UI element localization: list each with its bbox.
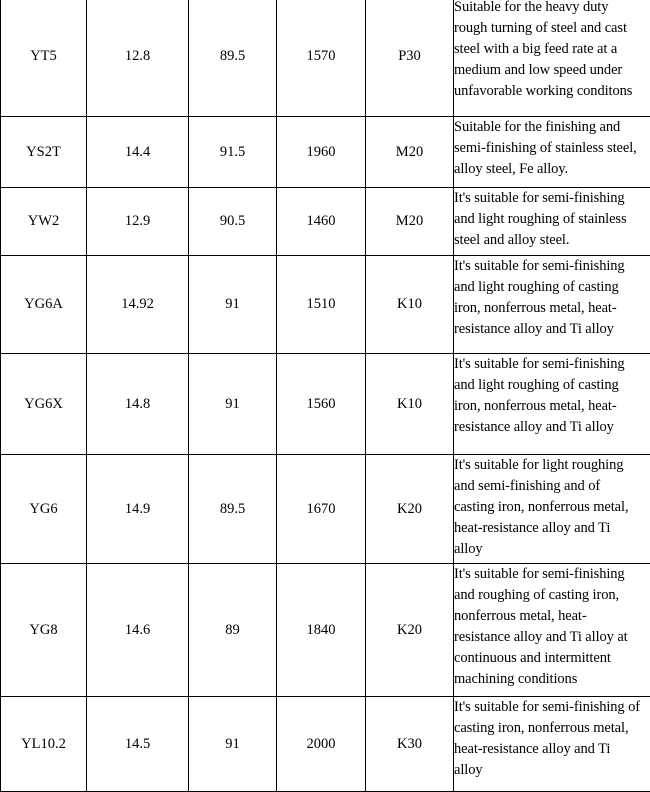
application-line: It's suitable for semi-finishing [454, 564, 650, 585]
hardness-cell: 90.5 [189, 188, 277, 256]
iso-class-cell: K30 [366, 697, 454, 792]
application-line: medium and low speed under [454, 60, 650, 81]
strength-cell: 1960 [277, 117, 366, 188]
application-line: casting iron, nonferrous metal, [454, 497, 650, 518]
application-line: and semi-finishing and of [454, 476, 650, 497]
strength-cell: 1670 [277, 455, 366, 564]
grade-cell: YS2T [1, 117, 87, 188]
grade-cell: YG6A [1, 256, 87, 354]
table-row [1, 455, 650, 564]
application-line: Suitable for the finishing and [454, 117, 650, 138]
application-cell [454, 697, 650, 792]
application-line: nonferrous metal, heat- [454, 606, 650, 627]
hardness-cell: 91 [189, 256, 277, 354]
strength-cell: 1510 [277, 256, 366, 354]
application-line: iron, nonferrous metal, heat- [454, 298, 650, 319]
hardness-cell: 91.5 [189, 117, 277, 188]
iso-class-cell: K10 [366, 256, 454, 354]
strength-cell: 1570 [277, 0, 366, 117]
application-line: steel with a big feed rate at a [454, 39, 650, 60]
strength-cell: 1840 [277, 564, 366, 697]
application-line: iron, nonferrous metal, heat- [454, 396, 650, 417]
density-cell: 12.9 [87, 188, 189, 256]
application-line: and light roughing of casting [454, 277, 650, 298]
table-row [1, 256, 650, 354]
hardness-cell: 89.5 [189, 455, 277, 564]
application-line: rough turning of steel and cast [454, 18, 650, 39]
application-line: steel and alloy steel. [454, 230, 650, 251]
application-line: resistance alloy and Ti alloy [454, 417, 650, 438]
table-row [1, 188, 650, 256]
application-line: alloy steel, Fe alloy. [454, 159, 650, 180]
density-cell: 12.8 [87, 0, 189, 117]
hardness-cell: 89 [189, 564, 277, 697]
density-cell: 14.8 [87, 354, 189, 455]
application-line: resistance alloy and Ti alloy at [454, 627, 650, 648]
application-line: and light roughing of stainless [454, 209, 650, 230]
iso-class-cell: K20 [366, 455, 454, 564]
grade-cell: YG6X [1, 354, 87, 455]
application-line: casting iron, nonferrous metal, [454, 718, 650, 739]
hardness-cell: 91 [189, 354, 277, 455]
table-row [1, 117, 650, 188]
application-line: and light roughing of casting [454, 375, 650, 396]
density-cell: 14.6 [87, 564, 189, 697]
application-cell [454, 188, 650, 256]
application-line: It's suitable for semi-finishing [454, 354, 650, 375]
application-line: unfavorable working conditons [454, 81, 650, 102]
strength-cell: 1460 [277, 188, 366, 256]
strength-cell: 1560 [277, 354, 366, 455]
iso-class-cell: K10 [366, 354, 454, 455]
strength-cell: 2000 [277, 697, 366, 792]
application-line: continuous and intermittent [454, 648, 650, 669]
application-line: semi-finishing of stainless steel, [454, 138, 650, 159]
grade-cell: YL10.2 [1, 697, 87, 792]
application-line: Suitable for the heavy duty [454, 0, 650, 18]
hardness-cell: 89.5 [189, 0, 277, 117]
application-cell [454, 455, 650, 564]
table-row [1, 697, 650, 792]
grade-cell: YW2 [1, 188, 87, 256]
grade-cell: YT5 [1, 0, 87, 117]
application-line: It's suitable for semi-finishing [454, 256, 650, 277]
application-line: It's suitable for light roughing [454, 455, 650, 476]
table-row [1, 0, 650, 117]
density-cell: 14.92 [87, 256, 189, 354]
application-line: It's suitable for semi-finishing of [454, 697, 650, 718]
iso-class-cell: P30 [366, 0, 454, 117]
application-line: heat-resistance alloy and Ti [454, 739, 650, 760]
grade-cell: YG8 [1, 564, 87, 697]
table-row [1, 354, 650, 455]
grade-cell: YG6 [1, 455, 87, 564]
application-line: machining conditions [454, 669, 650, 690]
density-cell: 14.5 [87, 697, 189, 792]
density-cell: 14.4 [87, 117, 189, 188]
table-row [1, 564, 650, 697]
application-cell [454, 0, 650, 117]
application-line: alloy [454, 539, 650, 560]
iso-class-cell: M20 [366, 117, 454, 188]
density-cell: 14.9 [87, 455, 189, 564]
application-cell [454, 117, 650, 188]
application-cell [454, 256, 650, 354]
application-cell [454, 354, 650, 455]
hardness-cell: 91 [189, 697, 277, 792]
application-line: alloy [454, 760, 650, 781]
iso-class-cell: M20 [366, 188, 454, 256]
iso-class-cell: K20 [366, 564, 454, 697]
application-cell [454, 564, 650, 697]
application-line: and roughing of casting iron, [454, 585, 650, 606]
application-line: It's suitable for semi-finishing [454, 188, 650, 209]
application-line: heat-resistance alloy and Ti [454, 518, 650, 539]
application-line: resistance alloy and Ti alloy [454, 319, 650, 340]
